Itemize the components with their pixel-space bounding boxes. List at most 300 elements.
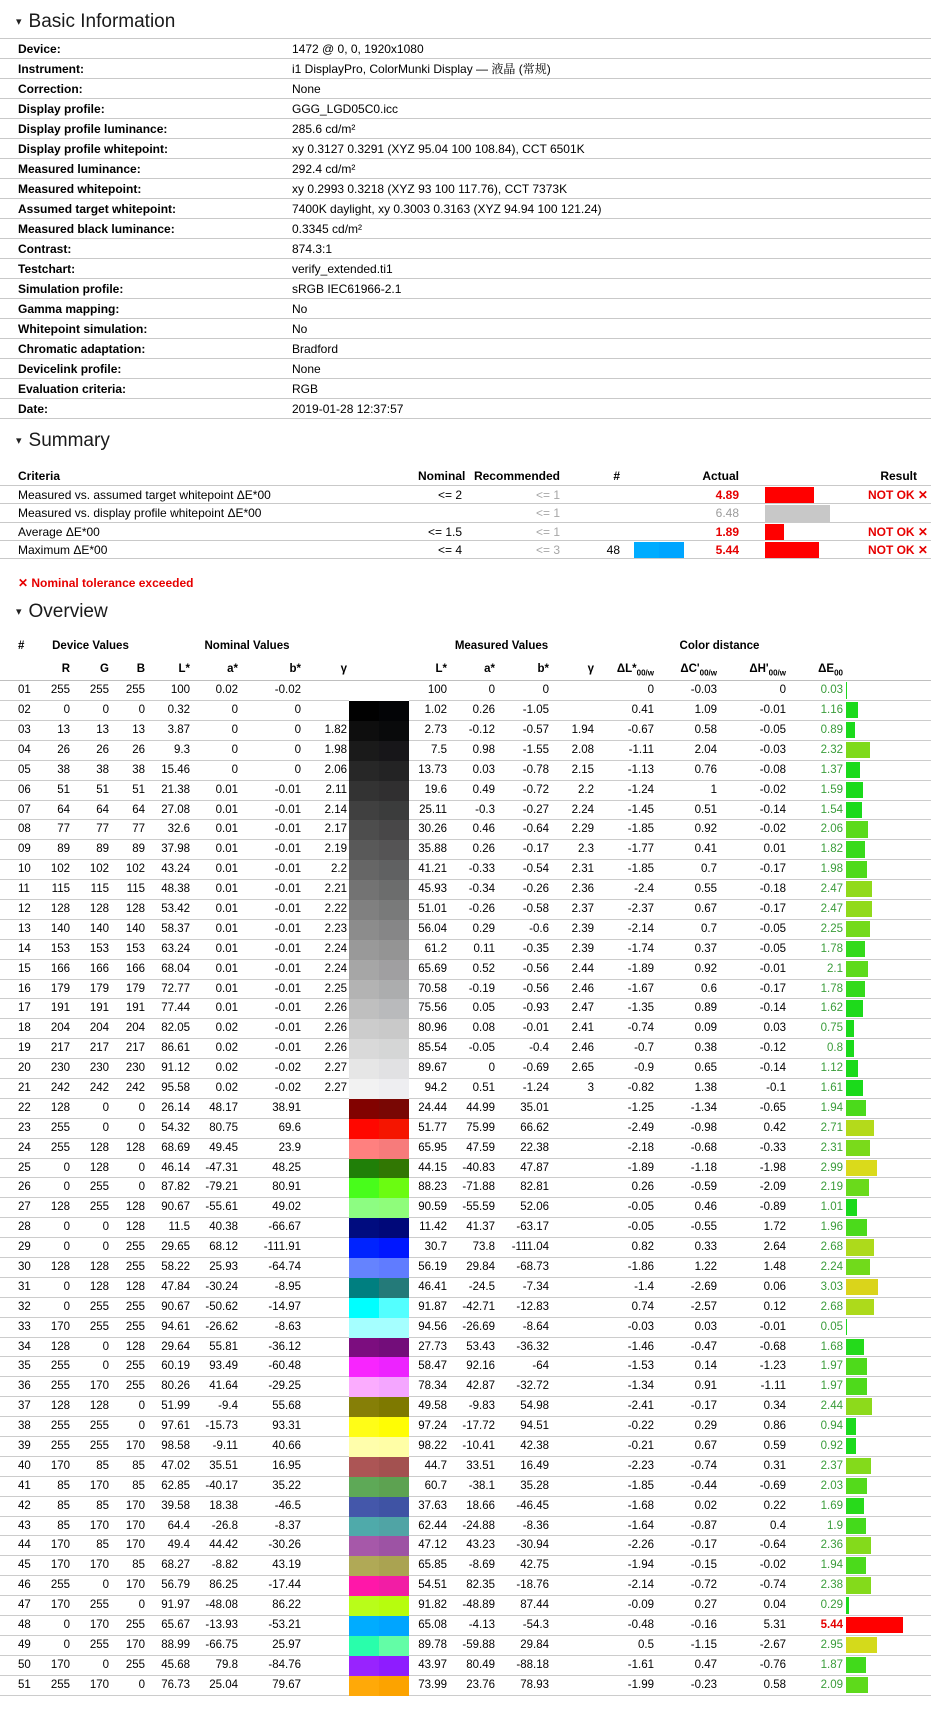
color-swatch-pair bbox=[349, 1676, 409, 1695]
delta-e-bar bbox=[846, 1498, 864, 1514]
delta-e: 2.47 bbox=[820, 902, 843, 915]
nominal-color-swatch bbox=[349, 920, 379, 940]
delta-l: -1.35 bbox=[627, 1002, 654, 1015]
delta-l: -0.09 bbox=[627, 1599, 654, 1612]
measured-l: 56.04 bbox=[418, 922, 447, 935]
measured-b: -0.27 bbox=[522, 803, 549, 816]
color-swatch-pair bbox=[349, 1556, 409, 1575]
measured-l: 19.6 bbox=[424, 783, 447, 796]
nominal-a: 35.51 bbox=[209, 1459, 238, 1472]
delta-e: 1.94 bbox=[820, 1559, 843, 1572]
measured-b: -0.72 bbox=[522, 783, 549, 796]
measured-l: 65.69 bbox=[418, 962, 447, 975]
measured-b: 29.84 bbox=[520, 1638, 549, 1651]
nominal-gamma: 2.24 bbox=[324, 942, 347, 955]
sample-number: 16 bbox=[18, 982, 31, 995]
measured-color-swatch bbox=[379, 1218, 409, 1238]
measured-a: 29.84 bbox=[466, 1261, 495, 1274]
delta-e-bar bbox=[846, 1617, 903, 1633]
measured-a: 18.66 bbox=[466, 1499, 495, 1512]
sample-number: 24 bbox=[18, 1141, 31, 1154]
color-swatch-pair bbox=[349, 1656, 409, 1675]
nominal-color-swatch bbox=[349, 860, 379, 880]
basic-info-row bbox=[0, 219, 931, 239]
nominal-l: 29.65 bbox=[161, 1241, 190, 1254]
sample-number: 28 bbox=[18, 1221, 31, 1234]
delta-e-bar-cell bbox=[845, 980, 931, 999]
color-swatch-pair bbox=[349, 1338, 409, 1357]
delta-e: 1.94 bbox=[820, 1101, 843, 1114]
nominal-b: -8.37 bbox=[274, 1519, 301, 1532]
sample-number: 08 bbox=[18, 823, 31, 836]
sample-number: 22 bbox=[18, 1101, 31, 1114]
nominal-b: -60.48 bbox=[268, 1360, 301, 1373]
device-b: 255 bbox=[125, 1320, 145, 1333]
measured-a: 23.76 bbox=[466, 1678, 495, 1691]
nominal-color-swatch bbox=[349, 1656, 379, 1676]
device-r: 204 bbox=[50, 1022, 70, 1035]
actual-value: 5.44 bbox=[715, 542, 739, 557]
measured-b: -8.64 bbox=[522, 1320, 549, 1333]
basic-info-label: Date: bbox=[18, 402, 49, 416]
device-b: 0 bbox=[138, 1400, 145, 1413]
device-r: 115 bbox=[51, 883, 70, 896]
basic-info-label: Instrument: bbox=[18, 62, 84, 76]
device-r: 255 bbox=[50, 684, 70, 697]
nominal-b: -0.01 bbox=[274, 863, 301, 876]
measured-a: 0 bbox=[488, 1062, 495, 1075]
overview-table bbox=[0, 635, 931, 1695]
nominal-color-swatch bbox=[349, 801, 379, 821]
delta-l: -1.4 bbox=[634, 1280, 654, 1293]
measured-b: -0.35 bbox=[522, 942, 549, 955]
measured-color-swatch bbox=[379, 1357, 409, 1377]
device-g: 179 bbox=[89, 982, 109, 995]
nominal-l: 87.82 bbox=[161, 1181, 190, 1194]
nominal-l: 72.77 bbox=[161, 982, 190, 995]
color-swatch-pair bbox=[349, 940, 409, 959]
sample-number: 25 bbox=[18, 1161, 31, 1174]
device-g: 217 bbox=[89, 1042, 109, 1055]
sample-number: 03 bbox=[18, 723, 31, 736]
delta-e-bar bbox=[846, 881, 872, 897]
measured-l: 56.19 bbox=[418, 1261, 447, 1274]
overview-column-label: a* bbox=[484, 663, 495, 676]
delta-e: 0.05 bbox=[820, 1320, 843, 1333]
overview-bar-column-spacer bbox=[845, 657, 931, 680]
device-g: 170 bbox=[89, 1678, 109, 1691]
table-row bbox=[0, 1198, 931, 1218]
nominal-b: -0.01 bbox=[274, 843, 301, 856]
measured-b: 42.75 bbox=[520, 1559, 549, 1572]
device-b: 140 bbox=[125, 922, 145, 935]
device-g: 115 bbox=[90, 883, 109, 896]
nominal-color-swatch bbox=[349, 900, 379, 920]
nominal-a: -47.31 bbox=[205, 1161, 238, 1174]
nominal-color-swatch bbox=[349, 1139, 379, 1159]
device-r: 0 bbox=[63, 1161, 70, 1174]
device-b: 170 bbox=[125, 1638, 145, 1651]
device-r: 128 bbox=[50, 1261, 70, 1274]
color-swatch-pair bbox=[349, 1059, 409, 1078]
measured-b: -88.18 bbox=[516, 1658, 549, 1671]
measured-l: 54.51 bbox=[418, 1579, 447, 1592]
measured-a: 41.37 bbox=[466, 1221, 495, 1234]
measured-b: -1.55 bbox=[522, 743, 549, 756]
nominal-l: 91.12 bbox=[161, 1062, 190, 1075]
nominal-l: 98.58 bbox=[161, 1440, 190, 1453]
measured-b: -54.3 bbox=[522, 1619, 549, 1632]
measured-color-swatch bbox=[379, 781, 409, 801]
sample-number: 32 bbox=[18, 1300, 31, 1313]
actual-bar-cell bbox=[739, 504, 847, 522]
delta-e-bar-cell bbox=[845, 1079, 931, 1098]
color-swatch-pair bbox=[349, 1218, 409, 1237]
table-row bbox=[0, 1178, 931, 1198]
delta-l: -1.94 bbox=[627, 1559, 654, 1572]
measured-b: 66.62 bbox=[520, 1121, 549, 1134]
nominal-a: 0.01 bbox=[215, 962, 238, 975]
delta-e-bar-cell bbox=[845, 880, 931, 899]
nominal-l: 47.84 bbox=[161, 1280, 190, 1293]
measured-l: 7.5 bbox=[431, 743, 447, 756]
device-b: 255 bbox=[125, 1300, 145, 1313]
nominal-b: 40.66 bbox=[272, 1440, 301, 1453]
measured-color-swatch bbox=[379, 1477, 409, 1497]
measured-color-swatch bbox=[379, 1616, 409, 1636]
table-row bbox=[0, 1417, 931, 1437]
nominal-a: 0.02 bbox=[215, 1082, 238, 1094]
delta-e: 2.95 bbox=[820, 1638, 843, 1651]
basic-info-row bbox=[0, 399, 931, 419]
measured-gamma: 2.41 bbox=[571, 1022, 594, 1035]
nominal-gamma bbox=[303, 1636, 349, 1655]
device-b: 255 bbox=[125, 1241, 145, 1254]
basic-info-row bbox=[0, 139, 931, 159]
measured-b: -36.32 bbox=[516, 1340, 549, 1353]
measured-color-swatch bbox=[379, 721, 409, 741]
device-r: 85 bbox=[57, 1519, 70, 1532]
summary-row bbox=[0, 504, 931, 522]
measured-l: 44.15 bbox=[418, 1161, 447, 1174]
delta-e: 1.37 bbox=[820, 763, 843, 776]
measured-l: 47.12 bbox=[418, 1539, 447, 1552]
delta-l: -2.37 bbox=[627, 902, 654, 915]
overview-group-label: Device Values bbox=[52, 640, 129, 653]
delta-e: 1.98 bbox=[820, 863, 843, 876]
nominal-gamma: 2.27 bbox=[324, 1062, 347, 1075]
measured-a: -8.69 bbox=[468, 1559, 495, 1572]
measured-a: 80.49 bbox=[466, 1658, 495, 1671]
sample-number bbox=[560, 523, 620, 541]
nominal-a: -13.93 bbox=[205, 1619, 238, 1632]
device-r: 191 bbox=[50, 1002, 70, 1015]
measured-color-swatch bbox=[379, 1536, 409, 1556]
device-g: 255 bbox=[89, 1320, 109, 1333]
device-g: 128 bbox=[89, 902, 109, 915]
summary-header-criteria: Criteria bbox=[18, 469, 61, 483]
measured-l: 65.95 bbox=[418, 1141, 447, 1154]
nominal-l: 27.08 bbox=[161, 803, 190, 816]
nominal-b: -0.01 bbox=[274, 962, 301, 975]
device-r: 230 bbox=[50, 1062, 70, 1075]
nominal-b: -0.01 bbox=[274, 942, 301, 955]
measured-b: 54.98 bbox=[520, 1400, 549, 1413]
measured-color-swatch bbox=[379, 900, 409, 920]
delta-l: -1.74 bbox=[627, 942, 654, 955]
table-row bbox=[0, 1159, 931, 1179]
delta-e: 2.32 bbox=[820, 743, 843, 756]
measured-color-swatch bbox=[379, 1457, 409, 1477]
basic-info-label: Gamma mapping: bbox=[18, 302, 120, 316]
delta-e: 2.47 bbox=[820, 883, 843, 896]
nominal-l: 54.32 bbox=[161, 1121, 190, 1134]
delta-l: -1.24 bbox=[627, 783, 654, 796]
measured-color-swatch bbox=[379, 1497, 409, 1517]
nominal-b: -0.02 bbox=[274, 1062, 301, 1075]
measured-color-swatch bbox=[379, 1159, 409, 1179]
actual-bar-cell bbox=[739, 523, 847, 541]
device-b: 26 bbox=[132, 743, 145, 756]
delta-l: -1.85 bbox=[627, 823, 654, 836]
device-r: 51 bbox=[57, 783, 70, 796]
delta-c: 0.91 bbox=[694, 1380, 717, 1393]
delta-c: 0.51 bbox=[694, 803, 717, 816]
basic-info-label: Chromatic adaptation: bbox=[18, 342, 146, 356]
nominal-gamma: 2.19 bbox=[324, 843, 347, 856]
device-b: 170 bbox=[125, 1539, 145, 1552]
table-row bbox=[0, 1119, 931, 1139]
measured-color-swatch bbox=[379, 1019, 409, 1039]
device-g: 170 bbox=[89, 1559, 109, 1572]
measured-l: 97.24 bbox=[418, 1420, 447, 1433]
device-b: 128 bbox=[125, 1340, 145, 1353]
measured-b: -64 bbox=[532, 1360, 549, 1373]
nominal-color-swatch bbox=[349, 1178, 379, 1198]
section-basic-information-heading[interactable] bbox=[0, 0, 931, 38]
measured-color-swatch bbox=[379, 1576, 409, 1596]
delta-l: -1.99 bbox=[627, 1678, 654, 1691]
device-r: 255 bbox=[50, 1380, 70, 1393]
delta-c: 2.04 bbox=[694, 743, 717, 756]
delta-e-bar bbox=[846, 1518, 866, 1534]
nominal-l: 21.38 bbox=[161, 783, 190, 796]
nominal-color-swatch bbox=[349, 1059, 379, 1079]
device-r: 255 bbox=[50, 1579, 70, 1592]
delta-h: 0.59 bbox=[763, 1440, 786, 1453]
measured-l: 62.44 bbox=[418, 1519, 447, 1532]
delta-l: -1.13 bbox=[627, 763, 654, 776]
section-summary-heading[interactable] bbox=[0, 419, 931, 457]
nominal-l: 32.6 bbox=[167, 823, 190, 836]
nominal-gamma: 2.17 bbox=[324, 823, 347, 836]
device-r: 255 bbox=[50, 1360, 70, 1373]
nominal-b: -0.01 bbox=[274, 982, 301, 995]
delta-e-bar bbox=[846, 722, 855, 738]
basic-info-label: Display profile whitepoint: bbox=[18, 142, 169, 156]
basic-info-row bbox=[0, 379, 931, 399]
nominal-gamma bbox=[303, 1258, 349, 1277]
measured-a: -9.83 bbox=[468, 1400, 495, 1413]
measured-gamma: 2.39 bbox=[571, 922, 594, 935]
color-swatch-pair bbox=[349, 1298, 409, 1317]
sample-number: 45 bbox=[18, 1559, 31, 1572]
delta-l: -1.64 bbox=[627, 1519, 654, 1532]
delta-e-bar bbox=[846, 1637, 877, 1653]
delta-e-bar bbox=[846, 702, 858, 718]
device-g: 102 bbox=[89, 863, 109, 876]
delta-h: -0.02 bbox=[759, 823, 786, 836]
table-row bbox=[0, 1457, 931, 1477]
nominal-gamma bbox=[303, 1318, 349, 1337]
measured-gamma bbox=[551, 1517, 596, 1536]
nominal-gamma: 2.25 bbox=[324, 982, 347, 995]
delta-e-bar bbox=[765, 505, 830, 521]
device-g: 0 bbox=[102, 1101, 109, 1114]
section-overview-heading[interactable] bbox=[0, 590, 931, 628]
device-g: 26 bbox=[96, 743, 109, 756]
delta-e-bar-cell bbox=[845, 1517, 931, 1536]
sample-number: 13 bbox=[18, 922, 31, 935]
sample-number: 29 bbox=[18, 1241, 31, 1254]
delta-c: -0.68 bbox=[690, 1141, 717, 1154]
nominal-gamma bbox=[303, 1437, 349, 1456]
device-g: 242 bbox=[89, 1082, 109, 1094]
delta-h: 0.42 bbox=[763, 1121, 786, 1134]
delta-e-bar-cell bbox=[845, 1278, 931, 1297]
delta-e: 5.44 bbox=[820, 1619, 843, 1632]
measured-a: -55.59 bbox=[462, 1201, 495, 1214]
device-b: 128 bbox=[125, 1141, 145, 1154]
sample-number: 02 bbox=[18, 704, 31, 717]
delta-h: -0.03 bbox=[759, 743, 786, 756]
delta-e-bar bbox=[846, 1677, 868, 1693]
basic-info-row bbox=[0, 119, 931, 139]
delta-e-bar-cell bbox=[845, 1318, 931, 1337]
sample-number: 06 bbox=[18, 783, 31, 796]
basic-info-value: i1 DisplayPro, ColorMunki Display — 液晶 (常规) bbox=[292, 62, 551, 76]
measured-gamma bbox=[551, 1238, 596, 1257]
delta-e-bar bbox=[846, 1438, 856, 1454]
recommended-tolerance: <= 1 bbox=[535, 488, 560, 502]
delta-l: -1.61 bbox=[627, 1658, 654, 1671]
delta-e-bar-cell bbox=[845, 1636, 931, 1655]
color-swatch-pair bbox=[349, 1238, 409, 1257]
delta-e: 2.25 bbox=[820, 922, 843, 935]
device-g: 85 bbox=[96, 1459, 109, 1472]
table-row bbox=[0, 761, 931, 781]
delta-h: 0 bbox=[779, 684, 786, 697]
sample-number: 15 bbox=[18, 962, 31, 975]
delta-e-bar-cell bbox=[845, 820, 931, 839]
measured-l: 51.01 bbox=[418, 902, 447, 915]
nominal-l: 15.46 bbox=[161, 763, 190, 776]
measured-a: 0.26 bbox=[472, 704, 495, 717]
basic-information-table bbox=[0, 38, 931, 419]
delta-c: 0.92 bbox=[694, 823, 717, 836]
delta-c: -1.34 bbox=[690, 1101, 717, 1114]
measured-b: -0.4 bbox=[529, 1042, 549, 1055]
nominal-l: 49.4 bbox=[167, 1539, 190, 1552]
measured-l: 78.34 bbox=[418, 1380, 447, 1393]
table-row bbox=[0, 741, 931, 761]
measured-gamma bbox=[551, 1178, 596, 1197]
delta-l: -0.74 bbox=[627, 1022, 654, 1035]
measured-color-swatch bbox=[379, 1178, 409, 1198]
delta-c: 0.03 bbox=[694, 1320, 717, 1333]
nominal-b: -64.74 bbox=[268, 1261, 301, 1274]
delta-l: -1.25 bbox=[627, 1101, 654, 1114]
delta-e-bar bbox=[846, 1339, 864, 1355]
device-r: 128 bbox=[50, 1201, 70, 1214]
nominal-color-swatch bbox=[349, 1119, 379, 1139]
device-r: 170 bbox=[50, 1658, 70, 1671]
sample-number: 50 bbox=[18, 1658, 31, 1671]
color-swatch-pair bbox=[349, 1178, 409, 1197]
basic-info-value: xy 0.3127 0.3291 (XYZ 95.04 100 108.84), CCT 6501K bbox=[292, 142, 585, 156]
measured-a: 92.16 bbox=[466, 1360, 495, 1373]
device-b: 0 bbox=[138, 1181, 145, 1194]
measured-color-swatch bbox=[379, 1556, 409, 1576]
device-b: 255 bbox=[125, 1380, 145, 1393]
delta-e: 1.68 bbox=[820, 1340, 843, 1353]
delta-l: -1.85 bbox=[627, 863, 654, 876]
delta-e-bar-cell bbox=[845, 860, 931, 879]
nominal-gamma bbox=[303, 1556, 349, 1575]
sample-number: 41 bbox=[18, 1479, 31, 1492]
sample-number: 18 bbox=[18, 1022, 31, 1035]
delta-l: -0.03 bbox=[627, 1320, 654, 1333]
nominal-b: 23.9 bbox=[278, 1141, 301, 1154]
delta-c: -2.57 bbox=[690, 1300, 717, 1313]
summary-header-actual: Actual bbox=[702, 469, 739, 483]
nominal-b: 0 bbox=[294, 704, 301, 717]
nominal-a: -48.08 bbox=[205, 1599, 238, 1612]
color-swatch-pair bbox=[349, 1159, 409, 1178]
device-g: 128 bbox=[89, 1280, 109, 1293]
delta-e-bar bbox=[846, 1219, 867, 1235]
delta-e-bar bbox=[846, 1179, 869, 1195]
sample-number: 09 bbox=[18, 843, 31, 856]
sample-number: 39 bbox=[18, 1440, 31, 1453]
measured-a: -0.33 bbox=[468, 863, 495, 876]
delta-e: 2.24 bbox=[820, 1261, 843, 1274]
measured-color-swatch bbox=[379, 1039, 409, 1059]
measured-a: -0.19 bbox=[468, 982, 495, 995]
sample-number: 38 bbox=[18, 1420, 31, 1433]
measured-b: -111.04 bbox=[511, 1241, 549, 1254]
nominal-l: 94.61 bbox=[161, 1320, 190, 1333]
sample-color-swatches bbox=[620, 504, 690, 522]
device-b: 64 bbox=[132, 803, 145, 816]
delta-c: 0.09 bbox=[694, 1022, 717, 1035]
nominal-color-swatch bbox=[349, 1198, 379, 1218]
delta-e: 0.8 bbox=[827, 1042, 843, 1055]
sample-number: 37 bbox=[18, 1400, 31, 1413]
nominal-a: 0.01 bbox=[215, 1002, 238, 1015]
delta-e-bar bbox=[846, 1418, 856, 1434]
delta-l: -1.45 bbox=[627, 803, 654, 816]
measured-l: 35.88 bbox=[418, 843, 447, 856]
delta-e-bar bbox=[846, 1478, 867, 1494]
device-g: 255 bbox=[89, 1181, 109, 1194]
delta-l: -2.23 bbox=[627, 1459, 654, 1472]
overview-group-label bbox=[349, 635, 409, 657]
measured-gamma bbox=[551, 1357, 596, 1376]
measured-a: 0.29 bbox=[472, 922, 495, 935]
color-swatch-pair bbox=[349, 1039, 409, 1058]
delta-e: 1.12 bbox=[820, 1062, 843, 1075]
